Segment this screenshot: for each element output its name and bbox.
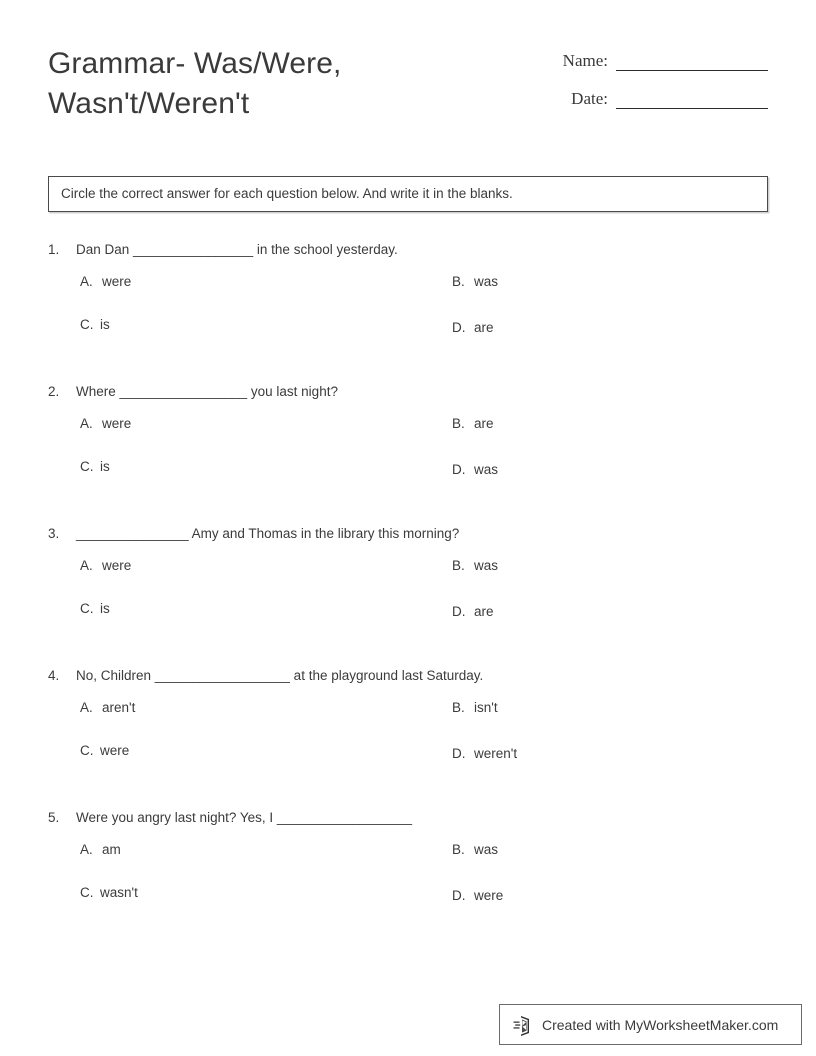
question-text: _______________ Amy and Thomas in the library this morning?: [76, 526, 460, 541]
answer-option-letter: C.: [80, 885, 94, 900]
answer-option[interactable]: [452, 556, 498, 576]
answer-option-letter: B.: [452, 558, 465, 573]
answer-option[interactable]: [80, 840, 121, 860]
answer-option-value: were: [474, 888, 504, 903]
answer-options-row: [80, 556, 768, 599]
question-number: 4.: [48, 668, 60, 683]
answer-option-letter: D.: [452, 462, 466, 477]
answer-option[interactable]: [452, 460, 498, 480]
answer-option-letter: B.: [452, 700, 465, 715]
answer-option[interactable]: [452, 318, 494, 338]
answer-options-row: [80, 698, 768, 741]
answer-option[interactable]: [452, 840, 498, 860]
answer-option-letter: A.: [80, 558, 93, 573]
answer-options-row: [80, 883, 768, 926]
answer-option[interactable]: [452, 414, 494, 434]
question-text: Where _________________ you last night?: [76, 384, 338, 399]
answer-option-letter: B.: [452, 416, 465, 431]
question-prompt: [48, 524, 768, 544]
answer-options: [48, 840, 768, 926]
worksheet-header: [48, 44, 768, 144]
answer-option-letter: C.: [80, 743, 94, 758]
question-prompt: [48, 240, 768, 260]
question-text: Dan Dan ________________ in the school yesterday.: [76, 242, 398, 257]
answer-option-letter: D.: [452, 320, 466, 335]
name-label: Name:: [562, 51, 608, 70]
answer-options: [48, 556, 768, 642]
instruction-box: [48, 176, 768, 212]
question-number: 5.: [48, 810, 60, 825]
answer-option-value: are: [474, 604, 494, 619]
answer-option-letter: A.: [80, 416, 93, 431]
answer-option-value: am: [102, 842, 121, 857]
question-block: [48, 240, 768, 358]
answer-option[interactable]: [80, 272, 131, 292]
answer-option-value: is: [100, 317, 110, 332]
date-label: Date:: [571, 89, 608, 108]
answer-option[interactable]: [452, 744, 517, 764]
answer-option[interactable]: [452, 272, 498, 292]
question-block: [48, 382, 768, 500]
answer-option[interactable]: [80, 457, 110, 477]
answer-option[interactable]: [80, 599, 110, 619]
name-date-fields: [538, 51, 768, 127]
question-number: 3.: [48, 526, 60, 541]
question-block: [48, 666, 768, 784]
answer-option-value: are: [474, 416, 494, 431]
answer-options-row: [80, 741, 768, 784]
answer-option[interactable]: [452, 886, 503, 906]
answer-option-value: is: [100, 601, 110, 616]
answer-option[interactable]: [80, 698, 135, 718]
answer-option-letter: C.: [80, 601, 94, 616]
answer-option[interactable]: [452, 602, 494, 622]
answer-option-letter: A.: [80, 700, 93, 715]
answer-options-row: [80, 272, 768, 315]
answer-options-row: [80, 840, 768, 883]
name-field-row: [538, 51, 768, 89]
answer-option[interactable]: [452, 698, 498, 718]
answer-option-value: isn't: [474, 700, 498, 715]
question-prompt: [48, 666, 768, 686]
question-prompt: [48, 382, 768, 402]
answer-option-letter: D.: [452, 888, 466, 903]
answer-options-row: [80, 457, 768, 500]
answer-options-row: [80, 414, 768, 457]
answer-option-value: is: [100, 459, 110, 474]
answer-option[interactable]: [80, 556, 131, 576]
answer-option-letter: B.: [452, 274, 465, 289]
answer-option-value: aren't: [102, 700, 136, 715]
question-text: No, Children __________________ at the playground last Saturday.: [76, 668, 484, 683]
questions-list: [48, 240, 768, 950]
answer-option-letter: B.: [452, 842, 465, 857]
answer-option-letter: C.: [80, 459, 94, 474]
name-input-line[interactable]: [616, 51, 768, 71]
answer-option-value: was: [474, 558, 499, 573]
answer-option[interactable]: [80, 414, 131, 434]
badge-text: Created with MyWorksheetMaker.com: [542, 1016, 779, 1033]
date-field-row: [538, 89, 768, 127]
created-with-badge[interactable]: [499, 1004, 802, 1045]
question-number: 1.: [48, 242, 60, 257]
date-input-line[interactable]: [616, 89, 768, 109]
answer-options-row: [80, 315, 768, 358]
instruction-text: Circle the correct answer for each question below. And write it in the blanks.: [61, 186, 513, 201]
worksheet-maker-logo-icon: [512, 1014, 534, 1036]
answer-options: [48, 414, 768, 500]
answer-option[interactable]: [80, 883, 138, 903]
page-title: Grammar- Was/Were, Wasn't/Weren't: [48, 47, 342, 120]
answer-option-value: were: [102, 416, 132, 431]
answer-option-letter: A.: [80, 842, 93, 857]
answer-option-value: wasn't: [100, 885, 138, 900]
answer-option-value: was: [474, 842, 499, 857]
answer-options: [48, 272, 768, 358]
question-block: [48, 808, 768, 926]
answer-option-value: was: [474, 274, 499, 289]
answer-option-letter: A.: [80, 274, 93, 289]
answer-option-letter: C.: [80, 317, 94, 332]
answer-option[interactable]: [80, 741, 129, 761]
answer-option[interactable]: [80, 315, 110, 335]
answer-option-value: are: [474, 320, 494, 335]
question-block: [48, 524, 768, 642]
answer-option-value: were: [102, 558, 132, 573]
answer-option-letter: D.: [452, 604, 466, 619]
answer-option-value: weren't: [474, 746, 518, 761]
answer-options: [48, 698, 768, 784]
answer-option-value: was: [474, 462, 499, 477]
question-text: Were you angry last night? Yes, I __________________: [76, 810, 413, 825]
answer-option-value: were: [100, 743, 130, 758]
question-prompt: [48, 808, 768, 828]
answer-option-letter: D.: [452, 746, 466, 761]
answer-option-value: were: [102, 274, 132, 289]
question-number: 2.: [48, 384, 60, 399]
answer-options-row: [80, 599, 768, 642]
